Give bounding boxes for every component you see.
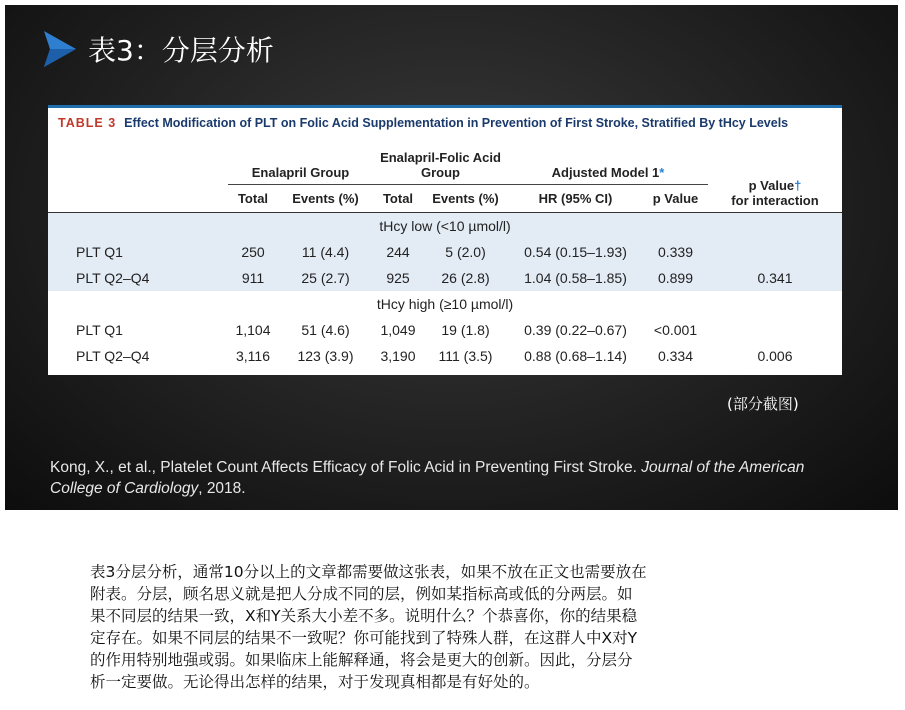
col-header: Events (%) (423, 184, 508, 212)
body-line: 析一定要做。无论得出怎样的结果，对于发现真相都是有好处的。 (90, 673, 540, 691)
group-row-low: tHcy low (<10 µmol/l) (48, 212, 842, 239)
table-row: PLT Q2–Q4 3,116 123 (3.9) 3,190 111 (3.5) 0.88 (0.68–1.14) 0.334 0.006 (76, 347, 793, 364)
body-line: 的作用特别地强或弱。如果临床上能解释通，将会是更大的创新。因此，分层分 (90, 651, 633, 669)
header-adjusted-model: Adjusted Model 1* (508, 138, 708, 184)
header-enalapril: Enalapril Group (228, 138, 373, 184)
slide-title-text: 表3：分层分析 (88, 34, 274, 67)
slide (5, 5, 898, 510)
table-label: TABLE 3 (58, 116, 117, 130)
citation: Kong, X., et al., Platelet Count Affects Efficacy of Folic Acid in Preventing First Stroke. Journal of the American College of Cardiology, 2018. (50, 459, 805, 497)
body-line: 附表。分层，顾名思义就是把人分成不同的层，例如某指标高或低的分两层。如 (90, 585, 633, 603)
group-row-high: tHcy high (≥10 µmol/l) (376, 295, 514, 312)
header-enalapril-folic: Enalapril-Folic Acid Group (373, 138, 508, 184)
results-table (48, 105, 842, 375)
col-header: Total (373, 184, 423, 212)
table-caption-text: Effect Modification of PLT on Folic Acid Supplementation in Prevention of First Stroke, Stratified By tHcy Levels (124, 116, 789, 130)
partial-screenshot-note: (部分截图) (727, 395, 799, 413)
table-caption (48, 105, 842, 138)
table-row: PLT Q1 1,104 51 (4.6) 1,049 19 (1.8) 0.39 (0.22–0.67) <0.001 (76, 321, 698, 338)
col-header: p Value (643, 184, 708, 212)
body-line: 表3分层分析，通常10分以上的文章都需要做这张表，如果不放在正文也需要放在 (90, 563, 647, 581)
col-header: Total (228, 184, 278, 212)
header-row-groups (48, 138, 842, 184)
body-line: 果不同层的结果一致，X和Y关系大小差不多。说明什么？个恭喜你，你的结果稳 (90, 607, 638, 625)
play-arrow-icon (40, 27, 84, 71)
body-paragraph (90, 561, 810, 693)
table-row: PLT Q2–Q4 911 25 (2.7) 925 26 (2.8) 1.04 (0.58–1.85) 0.899 0.341 (48, 265, 842, 291)
table-row: PLT Q1 250 11 (4.4) 244 5 (2.0) 0.54 (0.15–1.93) 0.339 (48, 239, 842, 265)
data-table (48, 138, 842, 369)
slide-title (40, 27, 274, 71)
col-header: Events (%) (278, 184, 373, 212)
body-line: 定存在。如果不同层的结果不一致呢？你可能找到了特殊人群，在这群人中X对Y (90, 629, 638, 647)
header-p-interaction: p Value† for interaction (708, 138, 842, 212)
col-header: HR (95% CI) (508, 184, 643, 212)
